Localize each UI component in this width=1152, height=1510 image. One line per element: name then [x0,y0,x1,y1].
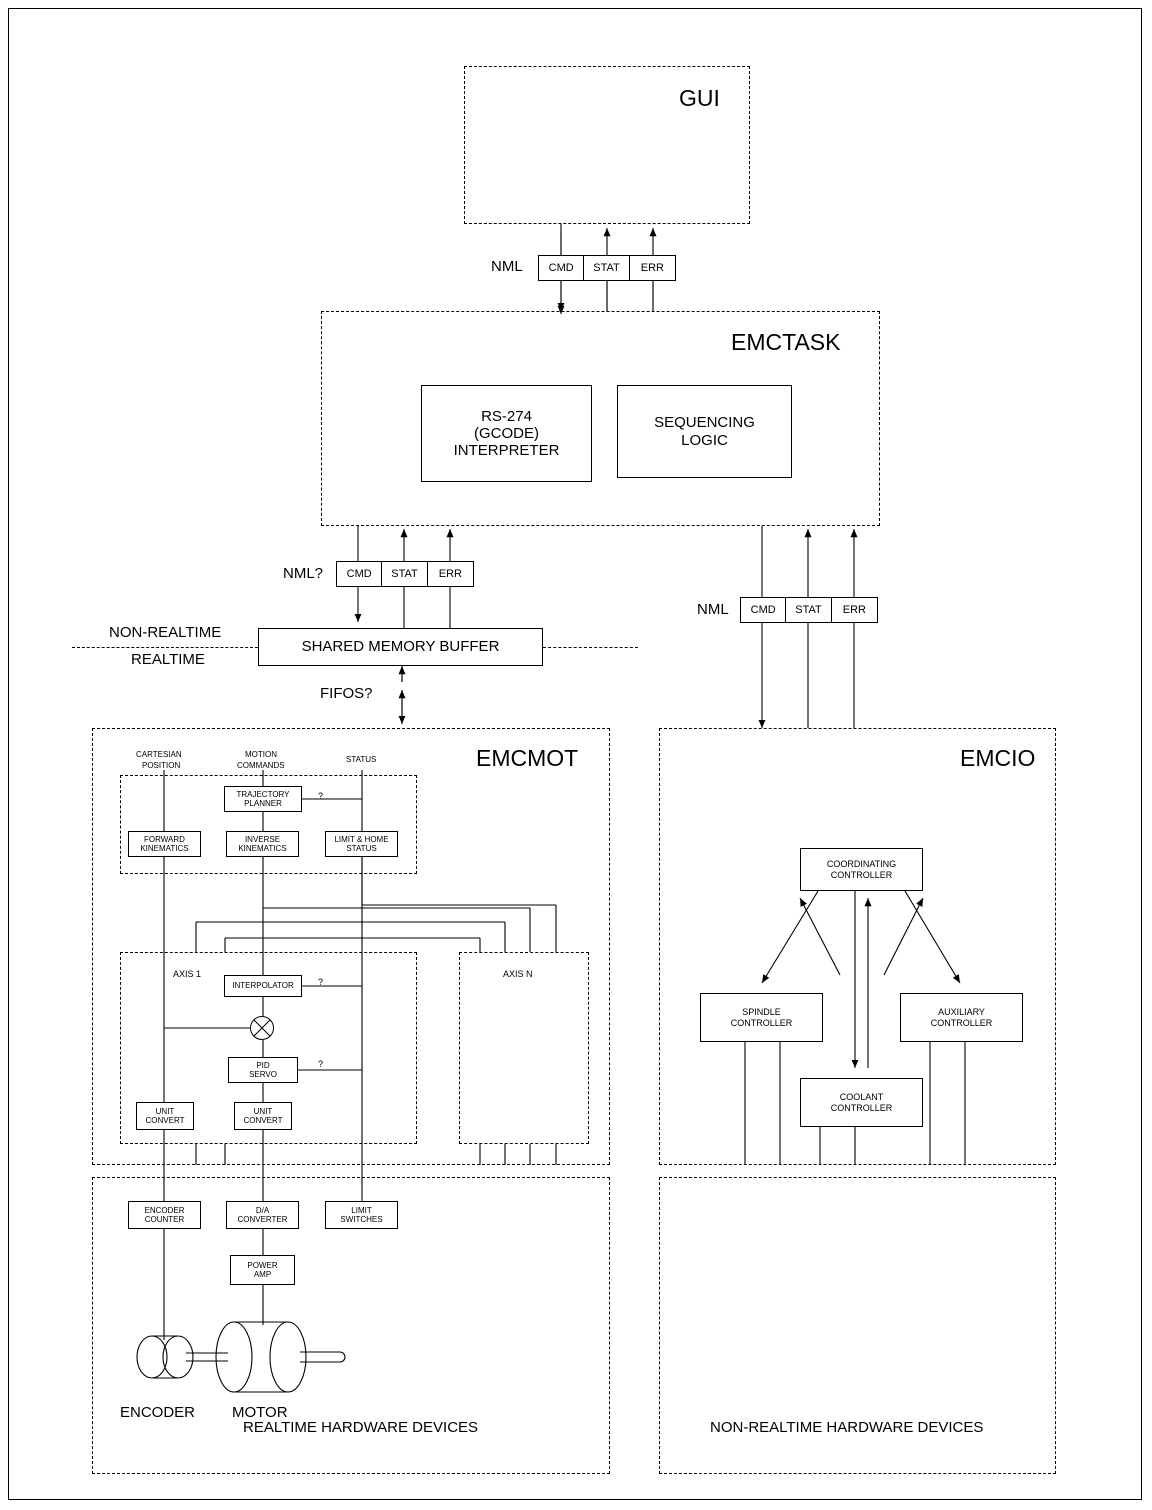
sequencing-line-2: LOGIC [681,431,728,449]
shared-memory-buffer-box [258,628,543,666]
non-realtime-label: NON-REALTIME [109,624,222,641]
forward-kinematics-line-2: KINEMATICS [140,844,189,853]
trajectory-planner-line-2: PLANNER [244,799,282,808]
coordinating-controller-box [800,848,923,891]
sequencing-logic-box [617,385,792,478]
pid-servo-box [228,1057,298,1083]
forward-kinematics-box [128,831,201,857]
unit-convert-left-line-1: UNIT [155,1106,175,1116]
interpolator-box [224,975,302,997]
sequencing-line-1: SEQUENCING [654,414,755,432]
coordinating-controller-line-2: CONTROLLER [830,869,893,880]
motor-label: MOTOR [232,1404,288,1421]
encoder-counter-line-1: ENCODER [144,1205,185,1215]
cartesian-position-header-2: POSITION [142,761,181,770]
da-converter-box [226,1201,299,1229]
power-amp-line-2: AMP [253,1270,272,1279]
trajectory-planner-box [224,786,302,812]
encoder-label: ENCODER [120,1404,196,1421]
nml-mot-stat: STAT [382,562,427,586]
nml-top-label: NML [491,258,523,275]
nml-io-stat: STAT [786,598,831,622]
coolant-controller-line-1: COOLANT [839,1092,884,1103]
question-mark-2: ? [318,977,324,987]
limit-switches-line-1: LIMIT [351,1205,372,1215]
realtime-label: REALTIME [131,651,205,668]
nml-top-err: ERR [640,262,664,274]
coordinating-controller-line-1: COORDINATING [826,859,897,870]
inverse-kinematics-box [226,831,299,857]
question-mark-1: ? [318,791,324,801]
nml-mot-group [336,561,474,587]
interpolator-label: INTERPOLATOR [232,981,294,991]
emcio-label: EMCIO [960,745,1036,771]
fifos-label: FIFOS? [320,685,373,702]
nml-mot-cmd: CMD [337,562,382,586]
trajectory-planner-line-1: TRAJECTORY [236,789,290,799]
nml-io-err: ERR [842,604,866,616]
da-converter-line-1: D/A [255,1205,270,1215]
shared-memory-label: SHARED MEMORY BUFFER [301,638,500,656]
spindle-controller-line-2: CONTROLLER [730,1017,793,1028]
spindle-controller-box [700,993,823,1042]
limit-home-status-box [325,831,398,857]
realtime-divider-line-right [543,647,638,648]
nml-mot-label: NML? [283,565,324,582]
emcmot-label: EMCMOT [476,745,579,771]
axis1-label: AXIS 1 [173,969,202,979]
auxiliary-controller-box [900,993,1023,1042]
limit-switches-box [325,1201,398,1229]
power-amp-box [230,1255,295,1285]
limit-home-status-line-1: LIMIT & HOME [334,834,389,844]
limit-switches-line-2: SWITCHES [340,1215,383,1224]
rs274-interpreter-box [421,385,592,482]
spindle-controller-line-1: SPINDLE [742,1007,781,1018]
unit-convert-right-line-1: UNIT [253,1106,273,1116]
encoder-counter-box [128,1201,201,1229]
nml-io-cmd: CMD [741,598,786,622]
nml-top-stat: STAT [584,256,629,280]
unit-convert-left-line-2: CONVERT [145,1116,185,1125]
power-amp-line-1: POWER [247,1260,278,1270]
inverse-kinematics-line-2: KINEMATICS [238,844,287,853]
realtime-divider-line [72,647,258,648]
forward-kinematics-line-1: FORWARD [144,834,185,844]
cartesian-position-header-1: CARTESIAN [136,750,182,759]
limit-home-status-line-2: STATUS [346,844,377,853]
question-mark-3: ? [318,1059,324,1069]
interpreter-line-1: RS-274 [481,407,532,425]
auxiliary-controller-line-2: CONTROLLER [930,1017,993,1028]
interpreter-line-2: (GCODE) [474,424,539,442]
auxiliary-controller-line-1: AUXILIARY [938,1007,985,1018]
coolant-controller-box [800,1078,923,1127]
motion-commands-header-2: COMMANDS [237,761,285,770]
unit-convert-right-box [234,1102,292,1130]
nonrealtime-hardware-label: NON-REALTIME HARDWARE DEVICES [710,1419,984,1436]
nml-top-group [538,255,676,281]
nml-top-cmd: CMD [539,256,584,280]
pid-servo-line-1: PID [256,1060,270,1070]
axisn-label: AXIS N [503,969,533,979]
coolant-controller-line-2: CONTROLLER [830,1102,893,1113]
inverse-kinematics-line-1: INVERSE [244,834,281,844]
realtime-hardware-label: REALTIME HARDWARE DEVICES [243,1419,479,1436]
encoder-counter-line-2: COUNTER [144,1215,185,1224]
gui-label: GUI [679,85,720,111]
pid-servo-line-2: SERVO [249,1070,277,1079]
da-converter-line-2: CONVERTER [237,1215,288,1224]
motion-commands-header-1: MOTION [245,750,277,759]
interpreter-line-3: INTERPRETER [453,442,560,460]
emctask-label: EMCTASK [731,329,841,355]
nml-mot-err: ERR [438,568,462,580]
unit-convert-right-line-2: CONVERT [243,1116,283,1125]
summing-junction [250,1016,274,1040]
status-header: STATUS [346,755,377,764]
nml-io-label: NML [697,601,729,618]
nml-io-group [740,597,878,623]
unit-convert-left-box [136,1102,194,1130]
axisn-region [459,952,589,1144]
